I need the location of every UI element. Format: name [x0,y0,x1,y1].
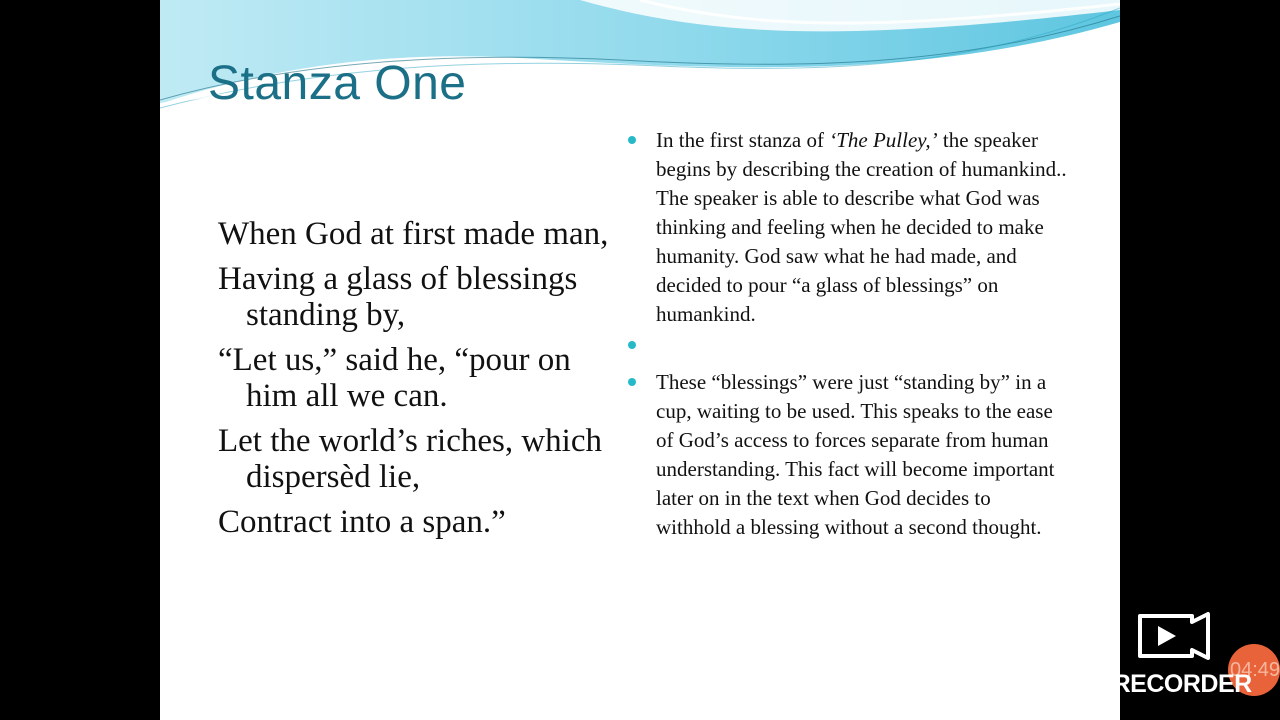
analysis-notes [628,126,1068,542]
recording-timer: 04:49 [1228,644,1280,696]
poem-line: Contract into a span.” [218,504,506,540]
note-bullet-2 [628,331,1068,360]
poem-line: Let the world’s riches, which dispersèd lie, [218,423,602,495]
note-text: In the first stanza of [656,128,830,152]
slide-title: Stanza One [208,57,467,110]
bullet-dot-icon [628,378,636,386]
note-text: the speaker begins by describing the creation of humankind.. The speaker is able to describe what God was thinking and feeling when he decided to make humanity. God saw what he had made, and decided to pour “a glass of blessings” on humankind. [656,128,1067,326]
note-bullet-1 [628,126,1068,329]
note-text: These “blessings” were just “standing by” in a cup, waiting to be used. This speaks to the ease of God’s access to forces separate from human understanding. This fact will become important later on in the text when God decides to withhold a blessing without a second thought. [656,370,1055,539]
bullet-dot-icon [628,136,636,144]
poem-line: “Let us,” said he, “pour on him all we can. [218,342,571,414]
recorder-label: V RECORDER [1090,670,1252,698]
presentation-slide [160,0,1120,720]
poem-line: Having a glass of blessings standing by, [218,261,578,333]
poem-title-italic: ‘The Pulley,’ [829,128,938,152]
poem-line: When God at first made man, [218,216,609,252]
bullet-dot-icon [628,341,636,349]
note-bullet-3 [628,368,1068,542]
recorder-watermark [1088,604,1280,720]
poem-stanza [218,216,618,549]
play-icon [1132,608,1216,664]
